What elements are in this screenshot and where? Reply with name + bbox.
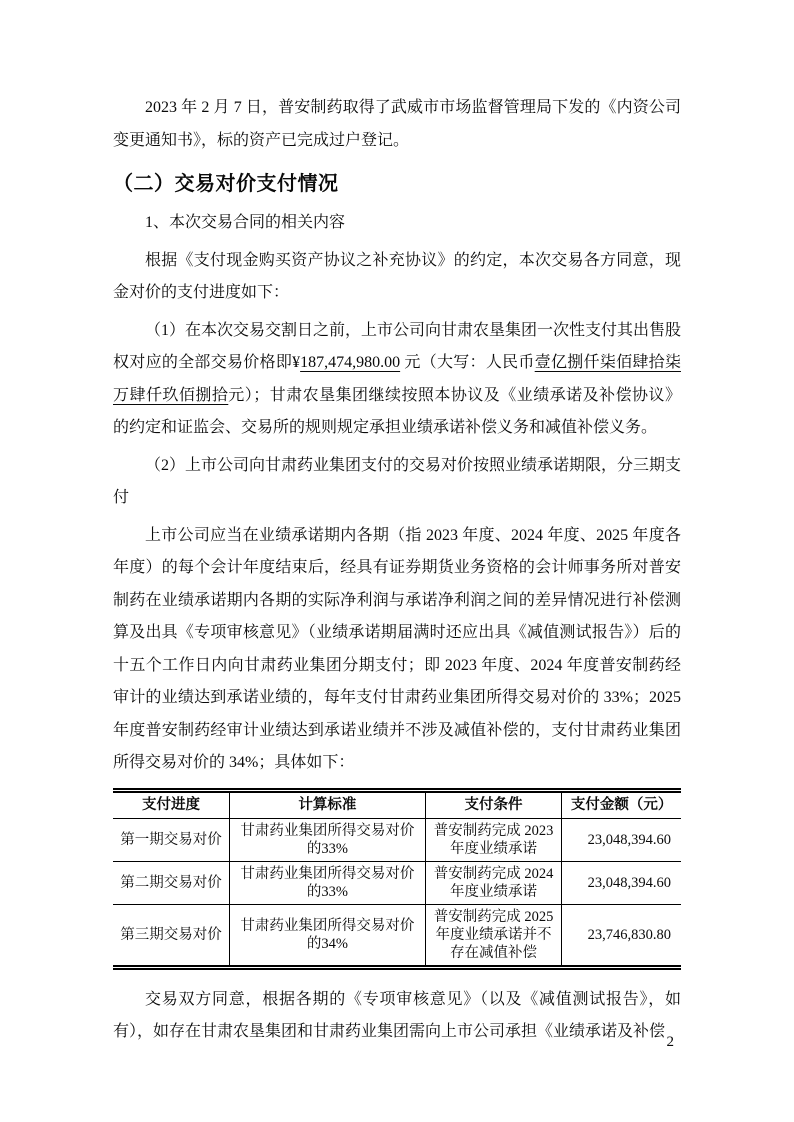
header-calculation-standard: 计算标准 (229, 790, 425, 818)
header-payment-stage: 支付进度 (113, 790, 229, 818)
cell-stage: 第一期交易对价 (113, 818, 229, 861)
cell-condition: 普安制药完成 2024 年度业绩承诺 (425, 861, 561, 904)
header-payment-amount: 支付金额（元） (562, 790, 681, 818)
paragraph-item2: （2）上市公司向甘肃药业集团支付的交易对价按照业绩承诺期限，分三期支付 (113, 456, 682, 506)
table-header-row (113, 790, 681, 818)
header-payment-condition: 支付条件 (425, 790, 561, 818)
paragraph-intro: 2023 年 2 月 7 日，普安制药取得了武威市市场监督管理局下发的《内资公司变更通知书》，标的资产已完成过户登记。 (113, 99, 681, 149)
cell-amount: 23,048,394.60 (562, 818, 681, 861)
item1-amount-numeric: 187,474,980.00 (300, 354, 401, 371)
table-row-phase2 (113, 861, 681, 904)
cell-condition: 普安制药完成 2023 年度业绩承诺 (425, 818, 561, 861)
cell-amount: 23,048,394.60 (562, 861, 681, 904)
list-item-contract-content: 1、本次交易合同的相关内容 (145, 214, 346, 231)
cell-condition: 普安制药完成 2025 年度业绩承诺并不存在减值补偿 (425, 904, 561, 967)
cell-standard: 甘肃药业集团所得交易对价的33% (229, 861, 425, 904)
section-heading: （二）交易对价支付情况 (113, 173, 339, 195)
cell-standard: 甘肃药业集团所得交易对价的34% (229, 904, 425, 967)
paragraph-schedule: 上市公司应当在业绩承诺期内各期（指 2023 年度、2024 年度、2025 年度各年度）的每个会计年度结束后，经具有证券期货业务资格的会计师事务所对普安制药在业绩承诺期内各期的实际净利润与承诺净利润之间的差异情况进行补偿测算及出具《专项审核意见》（业绩承诺期届满时还应出具《减值测试报告》）后的十五个工作日内向甘肃药业集团分期支付；即 2023 年度、2024 年度普安制药经审计的业绩达到承诺业绩的，每年支付甘肃药业集团所得交易对价的 33%；2025 年度普安制药经审计业绩达到承诺业绩并不涉及减值补偿的，支付甘肃药业集团所得交易对价的 34%；具体如下： (113, 526, 681, 771)
paragraph-closing: 交易双方同意，根据各期的《专项审核意见》（以及《减值测试报告》，如有），如存在甘肃农垦集团和甘肃药业集团需向上市公司承担《业绩承诺及补偿 (113, 990, 681, 1040)
item1-text-mid: 元（大写：人民币 (400, 354, 535, 371)
cell-stage: 第三期交易对价 (113, 904, 229, 967)
paragraph-agreement: 根据《支付现金购买资产协议之补充协议》的约定，本次交易各方同意，现金对价的支付进度如下： (113, 251, 681, 301)
item1-text-post: 元）；甘肃农垦集团继续按照本协议及《业绩承诺及补偿协议》的约定和证监会、交易所的规则规定承担业绩承诺补偿义务和减值补偿义务。 (113, 386, 681, 436)
paragraph-item1 (113, 315, 681, 445)
table-row-phase1 (113, 818, 681, 861)
item1-text-pre: （1）在本次交易交割日之前，上市公司向甘肃农垦集团一次性支付其出售股权对应的全部交易价格即¥ (113, 321, 682, 371)
payment-schedule-table (113, 788, 681, 970)
cell-standard: 甘肃药业集团所得交易对价的33% (229, 818, 425, 861)
cell-stage: 第二期交易对价 (113, 861, 229, 904)
item1-amount-capital: 壹亿捌仟柒佰肆拾柒万肆仟玖佰捌拾 (113, 354, 681, 404)
page-number: 2 (666, 1034, 674, 1050)
table-row-phase3 (113, 904, 681, 967)
cell-amount: 23,746,830.80 (562, 904, 681, 967)
